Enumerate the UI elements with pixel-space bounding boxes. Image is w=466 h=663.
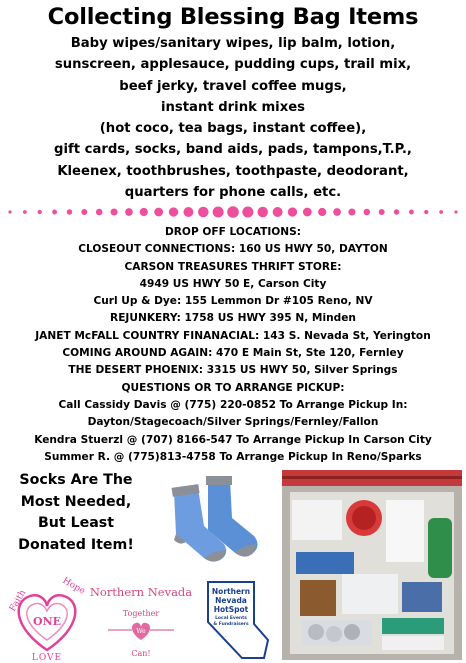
divider-dot	[23, 210, 27, 214]
items-line: gift cards, socks, band aids, pads, tampons,T.P.,	[54, 142, 412, 158]
divider-dot	[38, 210, 42, 214]
socks-note-line: Socks Are The	[19, 472, 133, 488]
divider-dot	[67, 209, 72, 214]
logo3-line1: Northern	[211, 587, 251, 596]
dropoff-line: REJUNKERY: 1758 US HWY 395 N, Minden	[110, 312, 356, 325]
items-list	[0, 33, 466, 203]
divider-dot	[140, 208, 148, 216]
items-line: beef jerky, travel coffee mugs,	[119, 78, 347, 94]
items-line: sunscreen, applesauce, pudding cups, trail mix,	[54, 57, 412, 73]
divider-dot	[333, 208, 341, 216]
divider-dot	[111, 208, 118, 215]
divider-dot	[364, 209, 371, 216]
logo3-line2: Nevada	[215, 596, 247, 605]
pickup-line: Dayton/Stagecoach/Silver Springs/Fernley/Fallon	[87, 416, 379, 429]
socks-note	[6, 470, 146, 556]
pickup-heading: QUESTIONS OR TO ARRANGE PICKUP:	[121, 381, 345, 394]
divider-dot	[8, 210, 11, 213]
divider-dot	[273, 207, 283, 217]
logo3-line4: Local Events	[215, 616, 247, 621]
dropoff-line: Curl Up & Dye: 155 Lemmon Dr #105 Reno, NV	[93, 295, 373, 308]
divider-dot	[154, 208, 163, 217]
bag-contents-image	[282, 470, 462, 660]
hotspot-logo	[202, 578, 274, 662]
divider-dot	[424, 210, 428, 214]
logo1-love: LOVE	[31, 653, 63, 662]
divider-dot	[379, 209, 385, 215]
socks-note-line: Donated Item!	[18, 536, 134, 553]
divider-dot	[81, 209, 87, 215]
logo1-faith: Faith	[7, 588, 29, 614]
dropoff-line: THE DESERT PHOENIX: 3315 US HWY 50, Silver Springs	[68, 364, 398, 377]
dropoff-line: COMING AROUND AGAIN: 470 E Main St, Ste 120, Fernley	[62, 347, 404, 360]
items-line: Kleenex, toothbrushes, toothpaste, deodorant,	[57, 163, 409, 179]
divider-dot	[348, 208, 355, 215]
page-title: Collecting Blessing Bag Items	[47, 4, 419, 30]
divider-dot	[257, 207, 267, 217]
faith-hope-love-logo	[4, 572, 90, 662]
socks-icon	[150, 474, 268, 566]
blessing-bag-photo	[282, 470, 462, 660]
dropoff-heading: DROP OFF LOCATIONS:	[164, 226, 301, 238]
socks-note-line: Most Needed,	[20, 493, 132, 510]
divider-dot	[227, 206, 239, 218]
logo2-line2: Together	[122, 609, 160, 618]
dropoff-line: JANET McFALL COUNTRY FINANACIAL: 143 S. Nevada St, Yerington	[35, 329, 431, 342]
divider-dot	[96, 209, 103, 216]
divider-dot	[169, 207, 178, 216]
dropoff-line: 4949 US HWY 50 E, Carson City	[139, 277, 327, 290]
divider-dot	[288, 207, 297, 216]
divider-dot	[394, 209, 399, 214]
divider-dot	[52, 210, 57, 215]
socks-note-line: But Least	[37, 515, 115, 531]
pickup-line: Call Cassidy Davis @ (775) 220-0852 To Arrange Pickup In:	[58, 398, 408, 411]
northern-nevada-together-logo	[86, 580, 196, 660]
divider-dot	[183, 207, 193, 217]
dropoff-section	[0, 224, 466, 466]
divider-dot	[213, 206, 224, 217]
divider-dot	[409, 210, 414, 215]
divider-dot	[439, 210, 443, 214]
items-line: quarters for phone calls, etc.	[124, 185, 342, 201]
items-line: instant drink mixes	[160, 99, 306, 115]
logo2-center: We	[136, 628, 146, 635]
divider-dot	[303, 208, 312, 217]
dropoff-line: CLOSEOUT CONNECTIONS: 160 US HWY 50, DAYTON	[78, 243, 388, 256]
logo1-center: ONE	[32, 615, 62, 628]
logo2-line1: Northern Nevada	[89, 585, 193, 599]
logo1-hope: Hope	[60, 575, 87, 597]
logo3-line5: & Fundraisers	[213, 622, 249, 627]
divider-dot	[318, 208, 326, 216]
pickup-line: Summer R. @ (775)813-4758 To Arrange Pickup In Reno/Sparks	[44, 450, 422, 463]
logo2-line3: Can!	[131, 649, 151, 658]
divider-dot	[125, 208, 133, 216]
divider-dot	[242, 206, 253, 217]
dot-divider	[6, 205, 460, 219]
dropoff-line: CARSON TREASURES THRIFT STORE:	[124, 260, 342, 273]
items-line: (hot coco, tea bags, instant coffee),	[99, 121, 367, 137]
divider-dot	[454, 210, 457, 213]
pickup-line: Kendra Stuerzl @ (707) 8166-547 To Arrange Pickup In Carson City	[34, 433, 432, 446]
divider-dot	[198, 207, 208, 217]
items-line: Baby wipes/sanitary wipes, lip balm, lotion,	[70, 36, 396, 51]
logo3-line3: HotSpot	[213, 605, 249, 614]
